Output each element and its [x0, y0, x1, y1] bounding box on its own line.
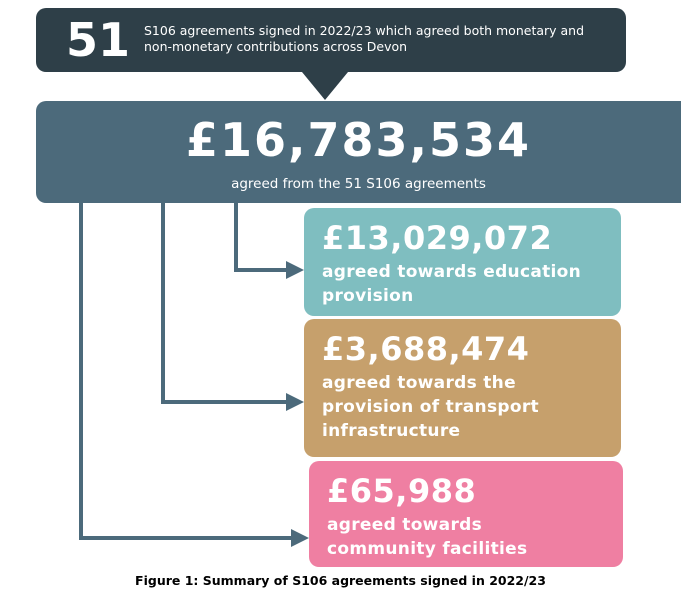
figure-caption: Figure 1: Summary of S106 agreements signed in 2022/23	[135, 573, 546, 588]
education-amount: £13,029,072	[322, 219, 553, 257]
education-card	[304, 208, 621, 316]
transport-card	[304, 319, 621, 457]
agreements-count-description: S106 agreements signed in 2022/23 which agreed both monetary and non-monetary contributions across Devon	[144, 23, 585, 54]
arrowhead-community-icon	[291, 529, 309, 547]
community-card	[309, 461, 623, 567]
community-amount: £65,988	[327, 472, 477, 510]
agreements-count: 51	[66, 13, 131, 67]
connector-education	[236, 203, 288, 270]
connector-community	[81, 203, 293, 538]
transport-description: agreed towards the provision of transport infrastructure	[322, 373, 539, 441]
arrowhead-education-icon	[286, 261, 304, 279]
arrowhead-transport-icon	[286, 393, 304, 411]
connector-transport	[163, 203, 288, 402]
total-description: agreed from the 51 S106 agreements	[231, 176, 486, 192]
education-description: agreed towards education provision	[322, 262, 582, 306]
community-description: agreed towards community facilities	[327, 515, 528, 559]
transport-amount: £3,688,474	[322, 330, 530, 368]
total-amount: £16,783,534	[185, 113, 531, 167]
